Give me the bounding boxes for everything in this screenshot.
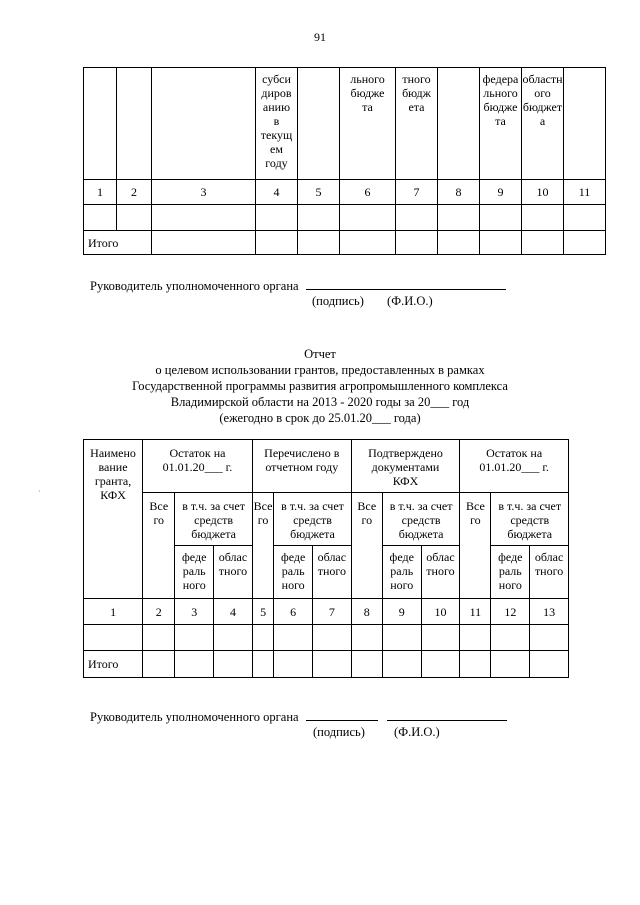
column-number: 8 <box>438 180 480 205</box>
header-line: Все <box>253 499 273 513</box>
header-line: средств <box>293 513 332 527</box>
header-line: в т.ч. за счет <box>281 499 344 513</box>
header-line: Все <box>465 499 485 513</box>
header-line: тного <box>534 564 564 578</box>
header-line: облас <box>534 550 564 564</box>
budget-subheader <box>382 493 459 546</box>
header-line: бюджета <box>191 527 236 541</box>
table-1-header-row <box>84 68 606 180</box>
table-row <box>84 205 606 231</box>
federal-subheader <box>274 546 313 599</box>
column-number: 10 <box>522 180 564 205</box>
federal-subheader <box>491 546 530 599</box>
signature-block-1 <box>90 278 506 294</box>
header-line: средств <box>194 513 234 527</box>
header-line: феде <box>389 550 414 564</box>
t1-header-c10 <box>522 68 564 180</box>
column-number: 7 <box>396 180 438 205</box>
signature-sublabels-2 <box>313 725 440 740</box>
header-line: бюдже <box>483 100 518 114</box>
header-line: та <box>362 100 373 114</box>
column-number: 10 <box>421 599 460 625</box>
column-number: 9 <box>382 599 421 625</box>
header-line: раль <box>498 564 522 578</box>
header-line: анию <box>262 100 291 114</box>
header-line: средств <box>401 513 441 527</box>
column-number: 2 <box>117 180 152 205</box>
column-number: 3 <box>175 599 214 625</box>
header-line: в т.ч. за счет <box>498 499 562 513</box>
column-number: 7 <box>313 599 352 625</box>
budget-subheader <box>274 493 351 546</box>
header-line: Наимено <box>90 446 136 460</box>
header-line: текущ <box>260 128 293 142</box>
header-line: облас <box>317 550 347 564</box>
page-number: 91 <box>314 30 326 44</box>
sign-caption: (подпись) <box>312 294 364 308</box>
total-subheader <box>143 493 175 599</box>
column-number: 1 <box>84 599 143 625</box>
report-subtitle-4: (ежегодно в срок до 25.01.20___ года) <box>219 411 421 425</box>
column-number: 2 <box>143 599 175 625</box>
header-line: ета <box>408 100 425 114</box>
header-line: льного <box>483 86 518 100</box>
header-line: феде <box>182 550 207 564</box>
table-2 <box>83 439 569 678</box>
header-line: бюджет <box>522 100 563 114</box>
header-line: ного <box>281 578 305 592</box>
total-subheader <box>252 493 274 599</box>
header-line: Остаток на <box>169 446 226 460</box>
header-line: тного <box>218 564 248 578</box>
column-number: 5 <box>298 180 340 205</box>
column-number: 13 <box>530 599 569 625</box>
header-line: в т.ч. за счет <box>389 499 453 513</box>
total-subheader <box>351 493 382 599</box>
report-subtitle-2: Государственной программы развития агропромышленного комплекса <box>132 379 508 393</box>
name-header <box>84 440 143 599</box>
header-line: КФХ <box>100 488 126 502</box>
column-number: 9 <box>480 180 522 205</box>
header-line: Все <box>149 499 169 513</box>
header-line: вание <box>98 460 128 474</box>
signature-sublabels-1 <box>312 294 433 309</box>
header-line: 01.01.20___ г. <box>162 460 233 474</box>
table-1 <box>83 67 606 255</box>
header-line: бюдже <box>350 86 385 100</box>
name-caption: (Ф.И.О.) <box>394 725 440 739</box>
header-line: го <box>257 513 269 527</box>
header-line: субси <box>262 72 291 86</box>
column-number: 1 <box>84 180 117 205</box>
signature-label: Руководитель уполномоченного органа <box>90 710 299 724</box>
header-line: ного <box>390 578 414 592</box>
column-number: 5 <box>252 599 274 625</box>
group-header-4 <box>460 440 569 493</box>
regional-subheader <box>214 546 253 599</box>
header-line: го <box>361 513 373 527</box>
header-line: в <box>273 114 280 128</box>
column-number: 12 <box>491 599 530 625</box>
header-line: КФХ <box>392 474 419 488</box>
header-line: году <box>265 156 288 170</box>
group-header-3 <box>351 440 460 493</box>
group-header-2 <box>252 440 351 493</box>
header-line: ем <box>270 142 283 156</box>
total-label: Итого <box>84 231 152 255</box>
header-line: отчетном году <box>265 460 339 474</box>
header-line: гранта, <box>94 474 132 488</box>
header-line: тного <box>317 564 347 578</box>
header-line: ого <box>534 86 551 100</box>
table-2-number-row <box>84 599 569 625</box>
table-row <box>84 625 569 651</box>
header-line: документами <box>371 460 440 474</box>
t1-header-c7 <box>396 68 438 180</box>
header-line: средств <box>510 513 550 527</box>
header-line: Перечислено в <box>264 446 340 460</box>
regional-subheader <box>421 546 460 599</box>
column-number: 4 <box>214 599 253 625</box>
report-title: Отчет <box>304 347 336 361</box>
header-line: раль <box>281 564 305 578</box>
group-header-1 <box>143 440 253 493</box>
header-line: областн <box>522 72 563 86</box>
signature-line <box>306 709 378 721</box>
header-line: та <box>495 114 506 128</box>
header-line: Все <box>357 499 377 513</box>
header-line: а <box>539 114 546 128</box>
signature-block-2 <box>90 709 507 725</box>
header-line: бюджета <box>398 527 444 541</box>
column-number: 6 <box>340 180 396 205</box>
column-number: 6 <box>274 599 313 625</box>
header-line: диров <box>261 86 292 100</box>
header-line: го <box>470 513 481 527</box>
header-line: облас <box>426 550 455 564</box>
report-subtitle-3: Владимирской области на 2013 - 2020 годы за 20___ год <box>170 395 470 409</box>
header-line: ного <box>182 578 206 592</box>
column-number: 11 <box>460 599 491 625</box>
header-line: го <box>153 513 165 527</box>
header-line: ного <box>498 578 522 592</box>
header-line: тного <box>426 564 455 578</box>
header-line: феде <box>498 550 523 564</box>
column-number: 8 <box>351 599 382 625</box>
federal-subheader <box>382 546 421 599</box>
column-number: 11 <box>564 180 606 205</box>
header-line: облас <box>218 550 248 564</box>
signature-label: Руководитель уполномоченного органа <box>90 279 299 293</box>
header-line: бюджета <box>507 527 553 541</box>
regional-subheader <box>530 546 569 599</box>
column-number: 4 <box>256 180 298 205</box>
total-subheader <box>460 493 491 599</box>
header-line: раль <box>182 564 206 578</box>
header-line: бюджета <box>290 527 335 541</box>
name-line <box>387 709 507 721</box>
header-line: Остаток на <box>486 446 543 460</box>
table-1-number-row <box>84 180 606 205</box>
t1-header-c6 <box>340 68 396 180</box>
federal-subheader <box>175 546 214 599</box>
sign-caption: (подпись) <box>313 725 365 739</box>
header-line: льного <box>350 72 385 86</box>
total-label: Итого <box>84 651 143 678</box>
t1-header-c9 <box>480 68 522 180</box>
table-2-total-row <box>84 651 569 678</box>
report-title-block <box>0 346 640 426</box>
report-subtitle-1: о целевом использовании грантов, предоставленных в рамках <box>155 363 485 377</box>
header-line: в т.ч. за счет <box>182 499 245 513</box>
header-line: 01.01.20___ г. <box>479 460 549 474</box>
header-line: тного <box>402 72 431 86</box>
budget-subheader <box>175 493 252 546</box>
regional-subheader <box>313 546 352 599</box>
header-line: феде <box>280 550 306 564</box>
signature-line <box>306 278 506 290</box>
t1-header-c4 <box>256 68 298 180</box>
column-number: 3 <box>152 180 256 205</box>
header-line: федера <box>482 72 519 86</box>
header-line: Подтверждено <box>368 446 443 460</box>
budget-subheader <box>491 493 569 546</box>
header-line: раль <box>390 564 414 578</box>
name-caption: (Ф.И.О.) <box>387 294 433 308</box>
table-1-total-row <box>84 231 606 255</box>
header-line: бюдж <box>402 86 431 100</box>
